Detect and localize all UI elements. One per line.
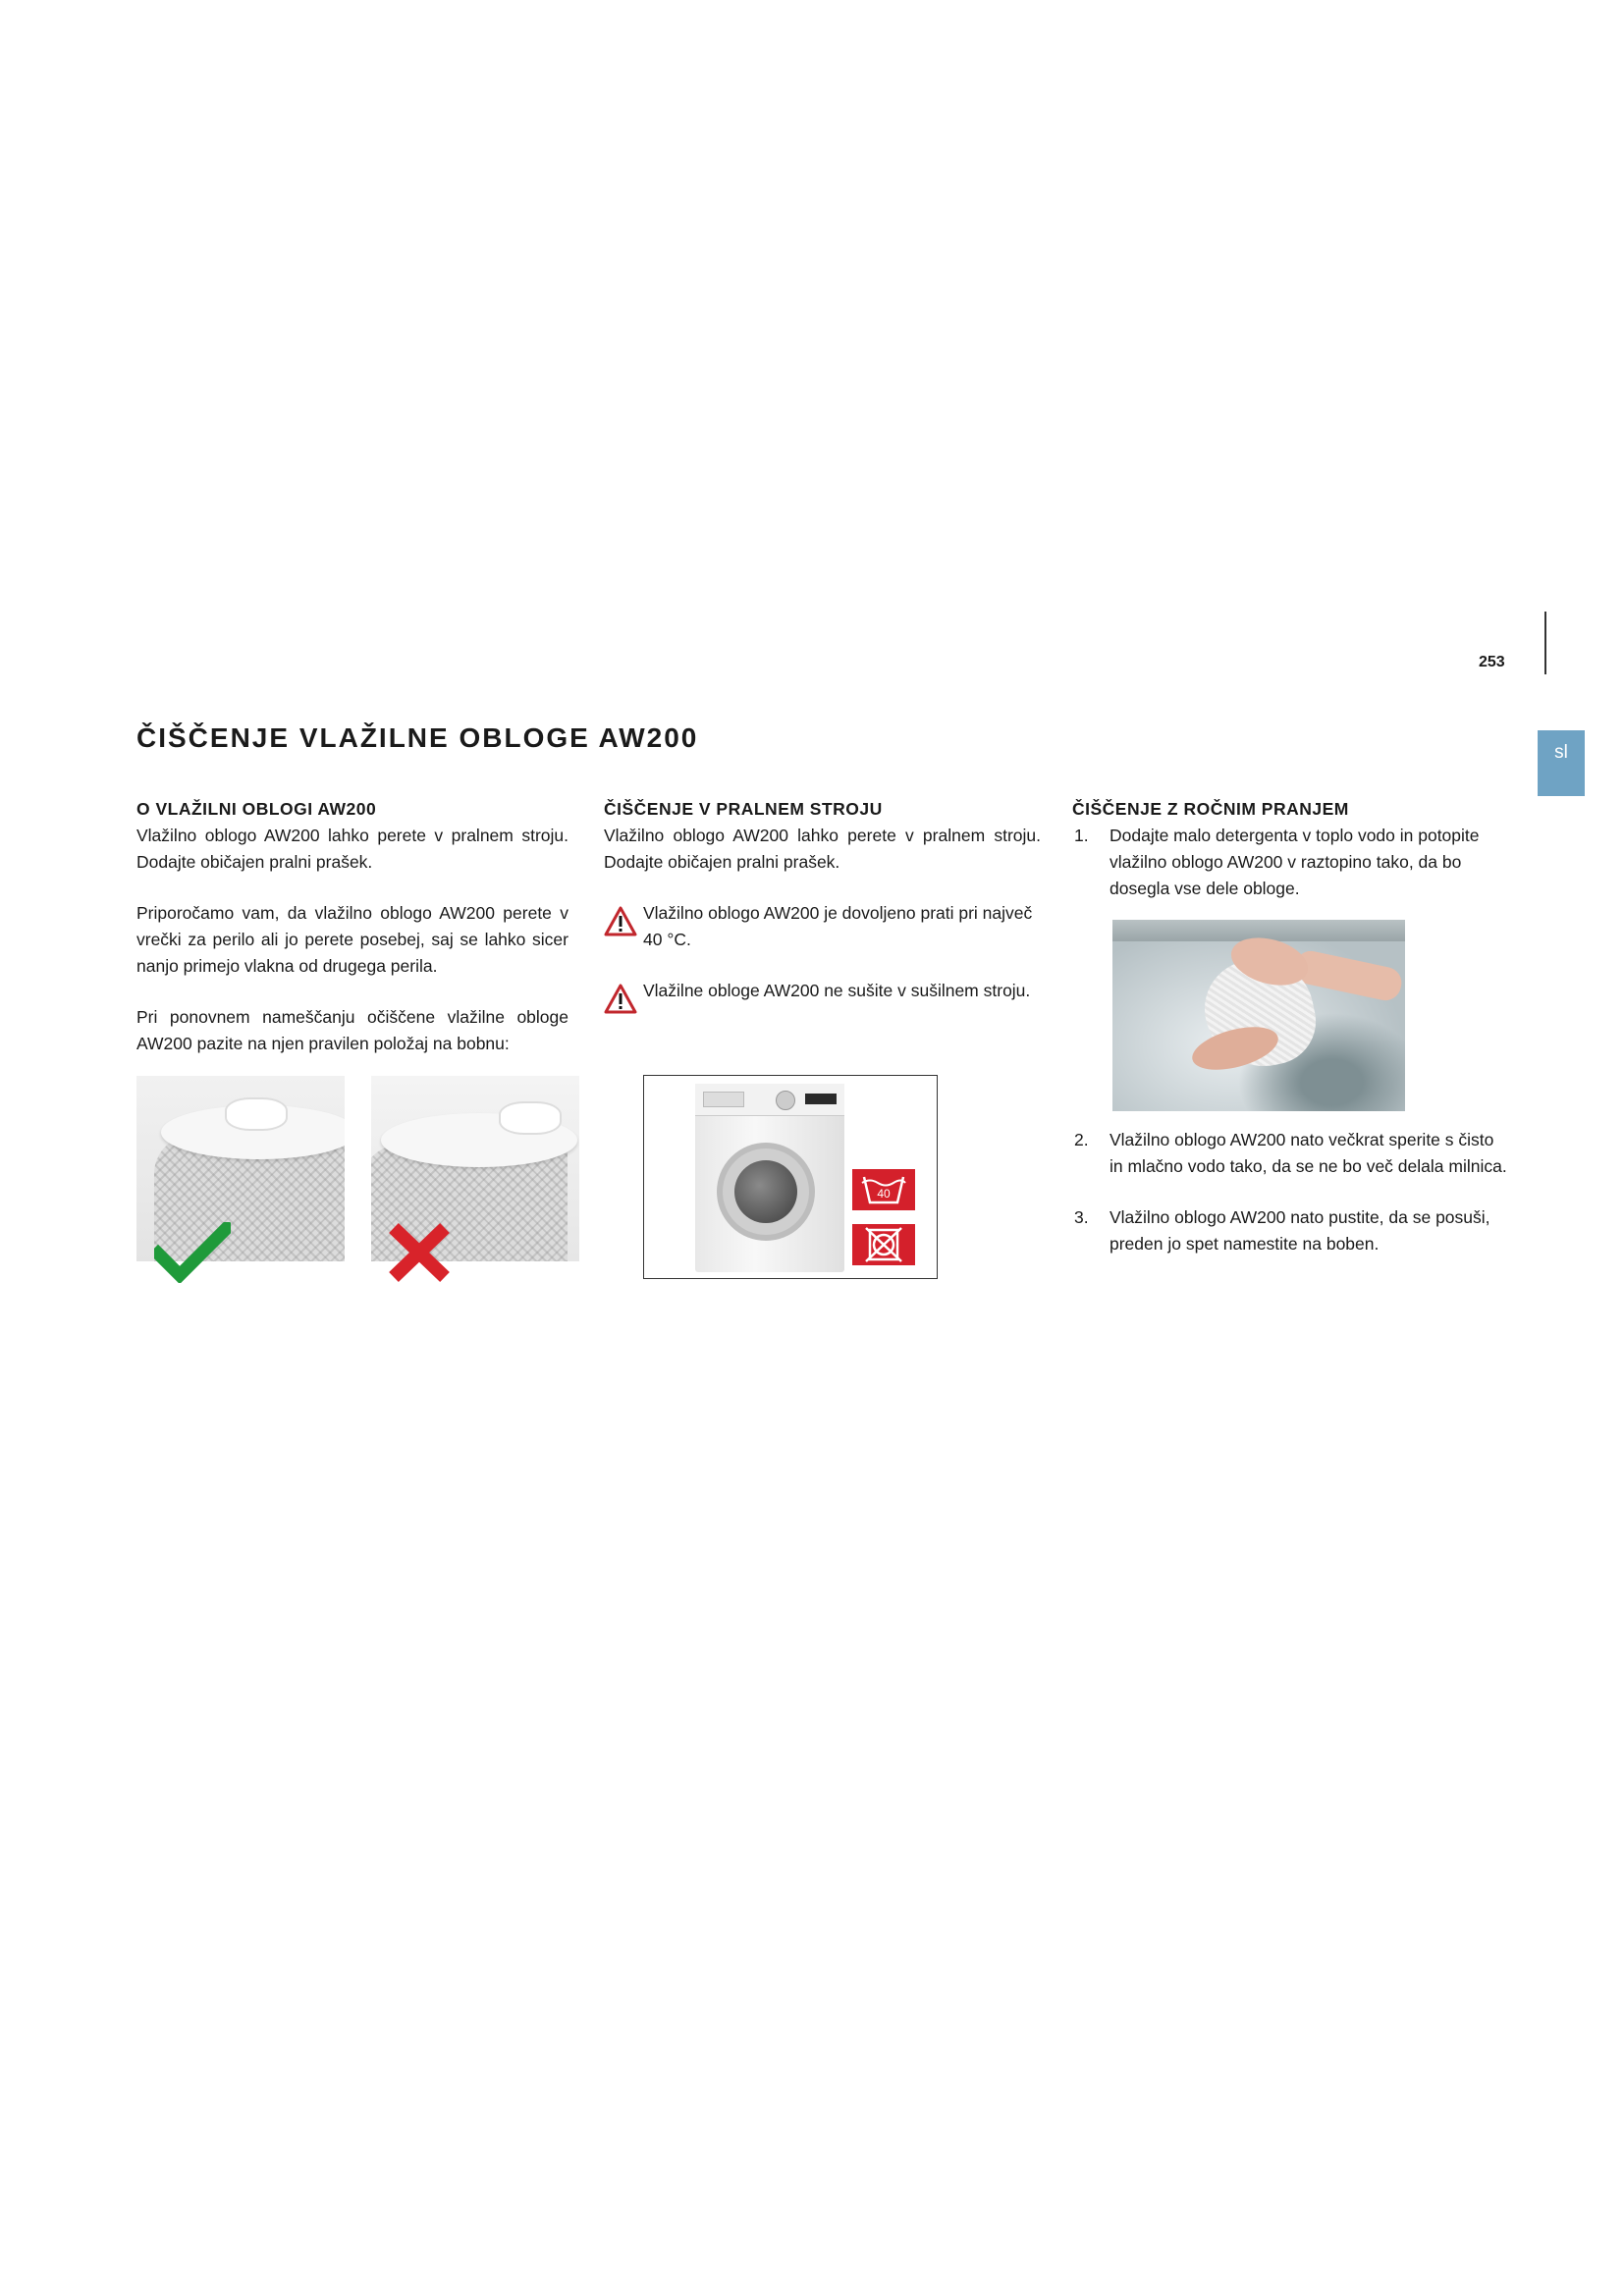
step-text: Vlažilno oblogo AW200 nato pustite, da se posuši, preden jo spet namestite na boben. [1110,1207,1490,1254]
svg-text:40: 40 [877,1187,891,1201]
step-number: 1. [1074,826,1089,845]
column-hand-wash [1072,796,1509,902]
column-about [136,796,568,1057]
step-number: 2. [1074,1130,1089,1149]
list-item [1072,1204,1509,1257]
washing-machine-image [695,1084,844,1272]
hand-wash-steps-continued [1072,1127,1509,1257]
about-paragraph-1: Vlažilno oblogo AW200 lahko perete v pralnem stroju. Dodajte običajen pralni prašek. [136,826,568,872]
warning-triangle-icon [604,984,637,1015]
check-mark-icon [154,1222,231,1283]
about-paragraph-2: Priporočamo vam, da vlažilno oblogo AW200 perete v vrečki za perilo ali jo perete posebej, saj se lahko sicer nanjo primejo vlakna od drugega perila. [136,903,568,976]
wash-40-icon [852,1169,915,1210]
list-item [1072,823,1509,902]
step-text: Dodajte malo detergenta v toplo vodo in potopite vlažilno oblogo AW200 v raztopino tako, da bo dosegla vse dele obloge. [1110,826,1480,898]
warning-no-dryer-text: Vlažilne obloge AW200 ne sušite v sušilnem stroju. [643,981,1031,1000]
column-machine-wash [604,796,1041,1015]
step-text: Vlažilno oblogo AW200 nato večkrat sperite s čisto in mlačno vodo tako, da se ne bo več delala milnica. [1110,1130,1507,1176]
warning-no-dryer [604,978,1041,1015]
section-heading-hand-wash: ČIŠČENJE Z ROČNIM PRANJEM [1072,799,1349,819]
no-tumble-dry-icon [852,1224,915,1265]
machine-wash-paragraph: Vlažilno oblogo AW200 lahko perete v pralnem stroju. Dodajte običajen pralni prašek. [604,826,1041,872]
page-number: 253 [1479,654,1505,670]
page-title: ČIŠČENJE VLAŽILNE OBLOGE AW200 [136,722,699,753]
about-paragraph-3: Pri ponovnem nameščanju očiščene vlažilne obloge AW200 pazite na njen pravilen položaj na bobnu: [136,1007,568,1053]
page-divider-line [1544,612,1546,674]
step-number: 3. [1074,1207,1089,1227]
list-item [1072,1127,1509,1180]
hand-wash-steps [1072,823,1509,902]
warning-temperature-text: Vlažilno oblogo AW200 je dovoljeno prati pri največ 40 °C. [643,903,1033,949]
warning-triangle-icon [604,906,637,937]
warning-temperature [604,900,1041,953]
cross-mark-icon [386,1222,453,1283]
section-heading-machine-wash: ČIŠČENJE V PRALNEM STROJU [604,799,883,819]
hand-washing-photo [1112,920,1405,1111]
language-tab: sl [1538,730,1585,796]
section-heading-about: O VLAŽILNI OBLOGI AW200 [136,799,377,819]
washing-machine-illustration [643,1075,938,1279]
